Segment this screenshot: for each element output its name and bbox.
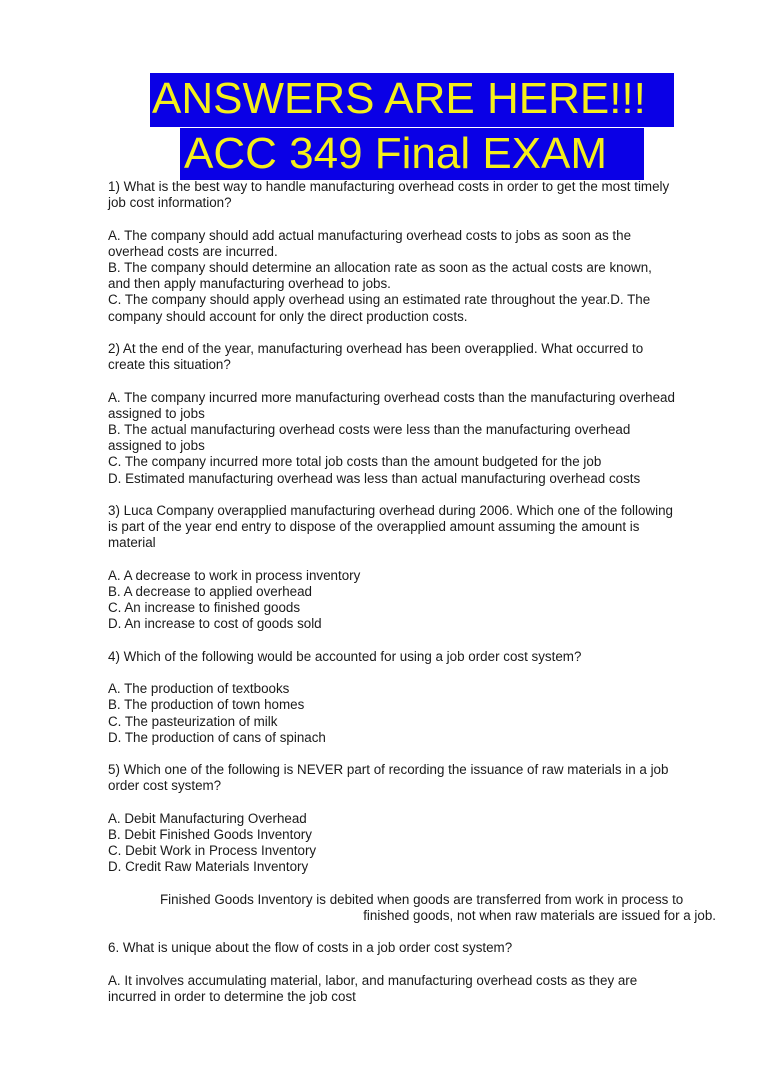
option-text: D. The production of cans of spinach bbox=[108, 729, 326, 745]
explanation-line-2: finished goods, not when raw materials are issued for a job. bbox=[363, 907, 716, 923]
question-3 bbox=[108, 503, 728, 552]
option-text: C. An increase to finished goods bbox=[108, 600, 301, 616]
option-text: A. The company incurred more manufacturing overhead costs than the manufacturing overhead bbox=[108, 389, 675, 405]
option-text: A. The production of textbooks bbox=[108, 681, 290, 697]
question-1-options bbox=[108, 228, 728, 325]
option-text: overhead costs are incurred. bbox=[108, 243, 278, 259]
option-text: C. The company should apply overhead using an estimated rate throughout the year.D. The bbox=[108, 292, 651, 308]
question-4 bbox=[108, 649, 728, 665]
question-text: 4) Which of the following would be accounted for using a job order cost system? bbox=[108, 648, 582, 664]
option-text: B. The actual manufacturing overhead costs were less than the manufacturing overhead bbox=[108, 422, 631, 437]
question-1 bbox=[108, 179, 728, 211]
question-text: 1) What is the best way to handle manufacturing overhead costs in order to get the most timely bbox=[108, 179, 670, 194]
explanation-line-1: Finished Goods Inventory is debited when goods are transferred from work in process to bbox=[160, 891, 684, 907]
option-text: C. Debit Work in Process Inventory bbox=[108, 843, 317, 859]
banner-line-2: ACC 349 Final EXAM bbox=[184, 129, 608, 178]
question-3-options bbox=[108, 568, 728, 633]
banner-exam-title bbox=[180, 128, 644, 180]
option-text: D. Estimated manufacturing overhead was less than actual manufacturing overhead costs bbox=[108, 470, 641, 486]
question-6 bbox=[108, 940, 728, 956]
option-text: A. A decrease to work in process inventory bbox=[108, 567, 361, 583]
question-text: 5) Which one of the following is NEVER part of recording the issuance of raw materials in a job bbox=[108, 762, 669, 778]
question-4-options bbox=[108, 681, 728, 746]
answer-explanation bbox=[108, 892, 728, 924]
option-text: D. An increase to cost of goods sold bbox=[108, 616, 322, 632]
question-2 bbox=[108, 341, 728, 373]
question-text: create this situation? bbox=[108, 357, 231, 373]
question-text: order cost system? bbox=[108, 778, 222, 794]
option-text: C. The company incurred more total job costs than the amount budgeted for the job bbox=[108, 454, 602, 470]
question-text: material bbox=[108, 535, 156, 551]
option-text: A. The company should add actual manufacturing overhead costs to jobs as soon as the bbox=[108, 227, 632, 243]
option-text: assigned to jobs bbox=[108, 438, 205, 454]
option-text: A. Debit Manufacturing Overhead bbox=[108, 810, 307, 826]
option-text: incurred in order to determine the job cost bbox=[108, 988, 356, 1004]
option-text: and then apply manufacturing overhead to jobs. bbox=[108, 276, 391, 292]
option-text: B. The production of town homes bbox=[108, 697, 305, 713]
question-5-options bbox=[108, 811, 728, 876]
option-text: A. It involves accumulating material, labor, and manufacturing overhead costs as they are bbox=[108, 972, 638, 988]
question-text: 3) Luca Company overapplied manufacturing overhead during 2006. Which one of the following bbox=[108, 503, 673, 518]
banner-answers bbox=[150, 73, 674, 127]
option-text: C. The pasteurization of milk bbox=[108, 713, 278, 729]
question-text: 2) At the end of the year, manufacturing overhead has been overapplied. What occurred to bbox=[108, 341, 644, 356]
question-text: is part of the year end entry to dispose of the overapplied amount assuming the amount is bbox=[108, 519, 640, 535]
option-text: B. Debit Finished Goods Inventory bbox=[108, 826, 312, 842]
option-text: B. A decrease to applied overhead bbox=[108, 584, 312, 599]
option-text: D. Credit Raw Materials Inventory bbox=[108, 859, 309, 875]
banner-line-1: ANSWERS ARE HERE!!! bbox=[152, 74, 646, 123]
question-2-options bbox=[108, 390, 728, 487]
option-text: company should account for only the direct production costs. bbox=[108, 308, 468, 324]
option-text: assigned to jobs bbox=[108, 405, 205, 421]
exam-content bbox=[108, 179, 728, 1021]
question-text: 6. What is unique about the flow of costs in a job order cost system? bbox=[108, 940, 513, 956]
question-text: job cost information? bbox=[108, 195, 232, 211]
question-5 bbox=[108, 762, 728, 794]
option-text: B. The company should determine an allocation rate as soon as the actual costs are known, bbox=[108, 260, 652, 275]
question-6-options bbox=[108, 973, 728, 1005]
